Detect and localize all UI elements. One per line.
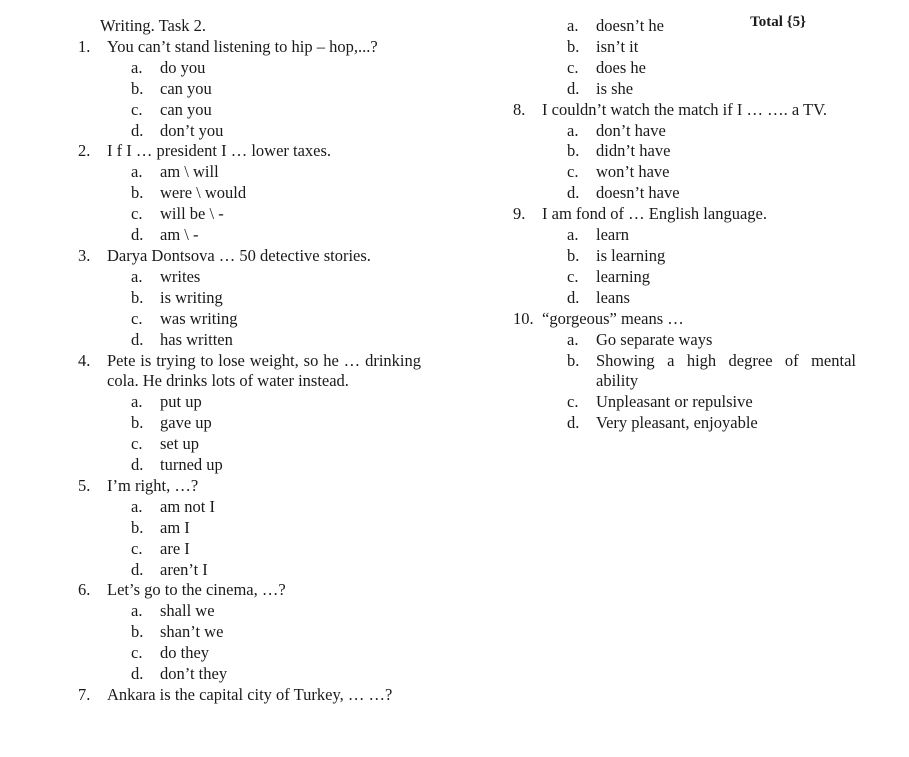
option-letter: b. — [131, 78, 144, 98]
question-number: 8. — [513, 99, 526, 119]
answer-option — [78, 392, 423, 413]
answer-option — [513, 225, 858, 246]
option-text: don’t have — [596, 120, 666, 140]
option-letter: c. — [131, 538, 143, 558]
option-text: Go separate ways — [596, 329, 713, 349]
answer-option — [78, 309, 423, 330]
option-text: can you — [160, 78, 212, 98]
option-letter: d. — [131, 225, 144, 245]
option-text: am \ - — [160, 225, 199, 245]
question-number: 4. — [78, 350, 91, 370]
option-text: am \ will — [160, 162, 219, 182]
answer-option — [78, 664, 423, 685]
option-letter: a. — [567, 329, 579, 349]
option-letter: d. — [131, 329, 144, 349]
option-text: doesn’t he — [596, 16, 664, 35]
option-letter: c. — [131, 308, 143, 328]
question-number: 7. — [78, 685, 91, 704]
option-letter: b. — [131, 413, 144, 433]
option-letter: a. — [131, 162, 143, 182]
option-letter: a. — [567, 16, 579, 35]
option-letter: a. — [567, 120, 579, 140]
answer-option — [513, 413, 858, 434]
question — [78, 476, 423, 497]
answer-option — [78, 267, 423, 288]
option-letter: c. — [131, 99, 143, 119]
total-score: Total {5} — [750, 14, 806, 30]
option-text: learn — [596, 225, 629, 245]
option-text: isn’t it — [596, 36, 639, 56]
question — [78, 580, 423, 601]
option-letter: d. — [567, 287, 580, 307]
option-letter: b. — [131, 183, 144, 203]
option-letter: c. — [567, 392, 579, 412]
option-letter: d. — [131, 664, 144, 684]
question — [78, 685, 423, 706]
option-text: Very pleasant, enjoyable — [596, 413, 758, 433]
question-number: 9. — [513, 204, 526, 224]
answer-option — [513, 58, 858, 79]
option-text: gave up — [160, 413, 212, 433]
question-text: “gorgeous” means … — [542, 308, 684, 328]
option-text: shan’t we — [160, 622, 224, 642]
option-text: is learning — [596, 245, 666, 265]
option-text: does he — [596, 57, 646, 77]
right-column — [513, 16, 858, 434]
answer-option — [78, 413, 423, 434]
question-number: 6. — [78, 580, 91, 600]
answer-option — [78, 497, 423, 518]
worksheet-title: Writing. Task 2. — [100, 16, 207, 35]
answer-option — [513, 246, 858, 267]
answer-option — [78, 288, 423, 309]
question — [78, 141, 423, 162]
answer-option — [513, 16, 858, 37]
option-letter: d. — [567, 78, 580, 98]
option-text: put up — [160, 392, 202, 412]
option-text: will be \ - — [160, 204, 224, 224]
option-text: Showing a high degree of mental ability — [596, 350, 856, 391]
option-text: turned up — [160, 455, 223, 475]
answer-option — [513, 121, 858, 142]
answer-option — [513, 79, 858, 100]
question — [78, 351, 423, 393]
question-text: Darya Dontsova … 50 detective stories. — [107, 245, 371, 265]
answer-option — [513, 351, 858, 393]
option-letter: b. — [131, 622, 144, 642]
option-letter: a. — [567, 225, 579, 245]
option-text: do they — [160, 643, 210, 663]
option-text: were \ would — [160, 183, 247, 203]
option-letter: c. — [131, 434, 143, 454]
option-letter: c. — [567, 266, 579, 286]
option-text: is writing — [160, 287, 223, 307]
option-letter: b. — [567, 245, 580, 265]
option-text: Unpleasant or repulsive — [596, 392, 753, 412]
option-letter: b. — [567, 36, 580, 56]
answer-option — [78, 204, 423, 225]
option-letter: d. — [567, 413, 580, 433]
option-text: don’t they — [160, 664, 228, 684]
option-text: leans — [596, 287, 630, 307]
answer-option — [78, 518, 423, 539]
option-letter: b. — [131, 287, 144, 307]
question-number: 10. — [513, 308, 534, 328]
answer-option — [513, 392, 858, 413]
question — [78, 37, 423, 58]
answer-option — [78, 539, 423, 560]
option-letter: a. — [131, 57, 143, 77]
answer-option — [78, 643, 423, 664]
option-letter: d. — [567, 183, 580, 203]
question-text: Ankara is the capital city of Turkey, … …? — [107, 685, 393, 704]
answer-option — [78, 121, 423, 142]
question-text: I am fond of … English language. — [542, 204, 767, 224]
option-letter: c. — [131, 643, 143, 663]
option-text: don’t you — [160, 120, 224, 140]
answer-option — [78, 162, 423, 183]
option-letter: a. — [131, 266, 143, 286]
question — [513, 100, 858, 121]
answer-option — [78, 225, 423, 246]
answer-option — [78, 79, 423, 100]
option-text: has written — [160, 329, 233, 349]
answer-option — [78, 434, 423, 455]
option-letter: b. — [567, 141, 580, 161]
option-text: am not I — [160, 496, 215, 516]
option-text: was writing — [160, 308, 238, 328]
answer-option — [78, 455, 423, 476]
option-text: shall we — [160, 601, 215, 621]
option-letter: a. — [131, 601, 143, 621]
option-text: do you — [160, 57, 206, 77]
answer-option — [513, 288, 858, 309]
option-letter: b. — [131, 517, 144, 537]
question-text: I couldn’t watch the match if I … …. a TV. — [542, 99, 828, 119]
answer-option — [513, 37, 858, 58]
option-text: is she — [596, 78, 634, 98]
question — [513, 204, 858, 225]
option-letter: d. — [131, 455, 144, 475]
question-number: 5. — [78, 475, 91, 495]
answer-option — [78, 601, 423, 622]
option-letter: a. — [131, 496, 143, 516]
question-text: Let’s go to the cinema, …? — [107, 580, 286, 600]
option-letter: b. — [567, 350, 580, 370]
option-text: set up — [160, 434, 199, 454]
option-letter: c. — [567, 57, 579, 77]
option-letter: a. — [131, 392, 143, 412]
option-text: didn’t have — [596, 141, 671, 161]
answer-option — [78, 100, 423, 121]
option-text: are I — [160, 538, 190, 558]
question-number: 2. — [78, 141, 91, 161]
answer-option — [78, 330, 423, 351]
answer-option — [513, 162, 858, 183]
option-letter: d. — [131, 559, 144, 579]
answer-option — [513, 267, 858, 288]
answer-option — [78, 622, 423, 643]
answer-option — [78, 183, 423, 204]
option-text: aren’t I — [160, 559, 208, 579]
answer-option — [513, 183, 858, 204]
option-text: am I — [160, 517, 190, 537]
question-text: I f I … president I … lower taxes. — [107, 141, 332, 161]
option-text: can you — [160, 99, 212, 119]
left-column — [78, 16, 423, 706]
option-letter: c. — [567, 162, 579, 182]
question-text: Pete is trying to lose weight, so he … drinking cola. He drinks lots of water instead. — [107, 350, 421, 391]
answer-option — [78, 560, 423, 581]
option-text: writes — [160, 266, 201, 286]
question-text: You can’t stand listening to hip – hop,...? — [107, 36, 378, 56]
option-text: learning — [596, 266, 651, 286]
question — [78, 246, 423, 267]
answer-option — [513, 330, 858, 351]
option-text: doesn’t have — [596, 183, 680, 203]
question — [513, 309, 858, 330]
option-letter: c. — [131, 204, 143, 224]
answer-option — [513, 141, 858, 162]
question-number: 3. — [78, 245, 91, 265]
question-text: I’m right, …? — [107, 475, 199, 495]
answer-option — [78, 58, 423, 79]
question-number: 1. — [78, 36, 91, 56]
option-letter: d. — [131, 120, 144, 140]
option-text: won’t have — [596, 162, 670, 182]
